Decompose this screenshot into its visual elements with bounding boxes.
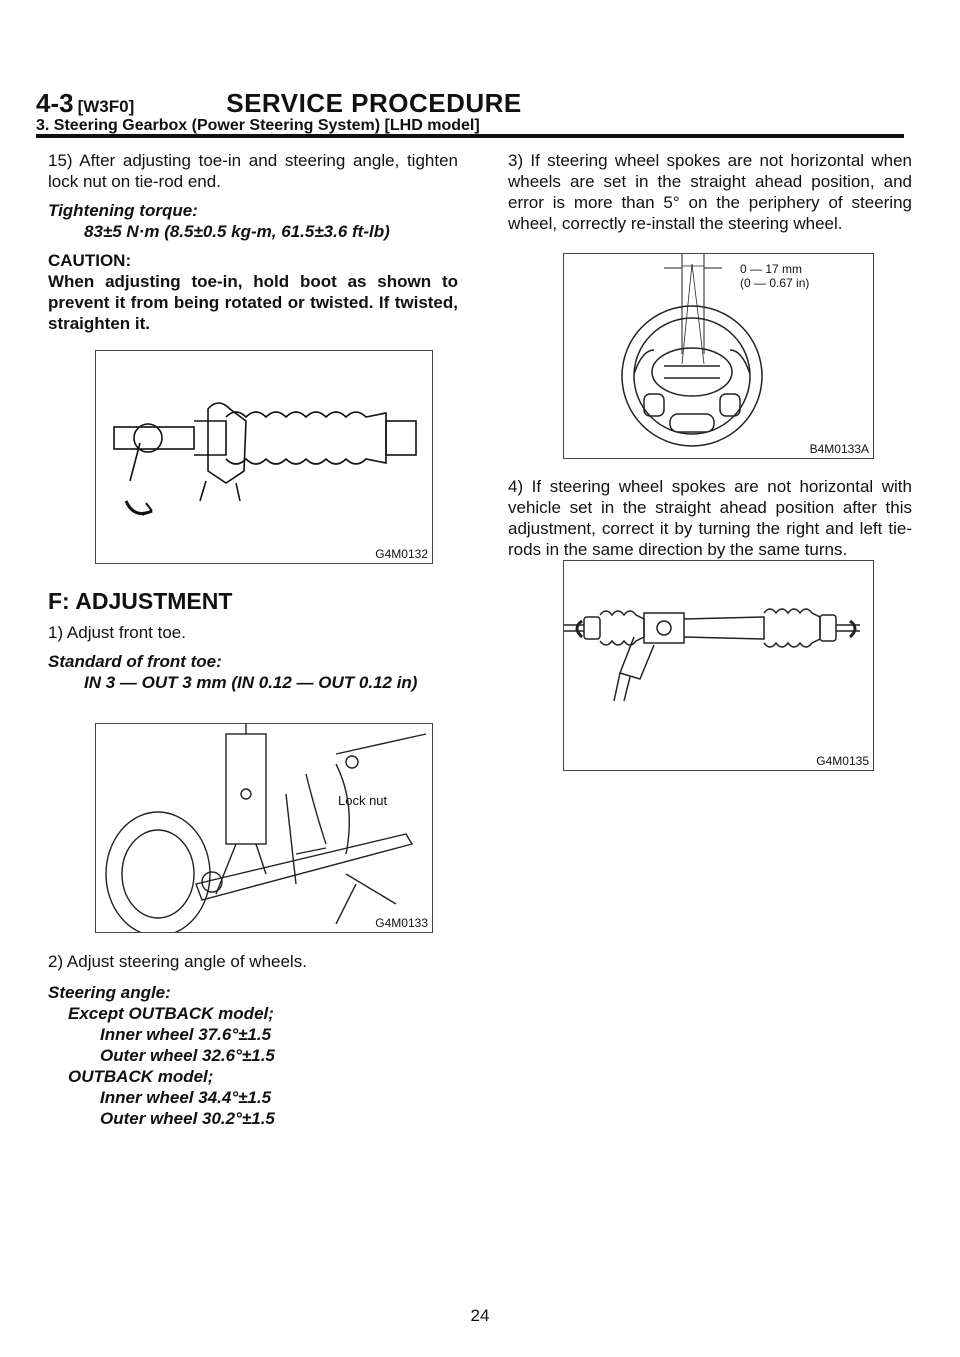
toe-label: Standard of front toe:: [48, 652, 222, 671]
caution-label: CAUTION:: [48, 251, 132, 270]
step-3-text: 3) If steering wheel spokes are not horizontal when wheels are set in the straight ahead position, and error is more than 5° on the periphery of steering wheel, correctly re-install the steering wheel.: [508, 151, 912, 233]
except-outer-wheel: Outer wheel 32.6°±1.5: [100, 1046, 275, 1065]
right-column-bottom: [508, 476, 912, 560]
header-rule: [36, 134, 904, 138]
outback-outer-wheel: Outer wheel 30.2°±1.5: [100, 1109, 275, 1128]
boot-hold-illustration: [96, 351, 432, 563]
outback-inner-wheel: Inner wheel 34.4°±1.5: [100, 1088, 272, 1107]
clearance-in-label: (0 — 0.67 in): [740, 276, 810, 290]
lock-nut-illustration: [96, 724, 432, 932]
toe-block: [48, 622, 458, 693]
step-2-text: 2) Adjust steering angle of wheels.: [48, 952, 307, 971]
outback-label: OUTBACK model;: [68, 1067, 214, 1086]
page-number: 24: [470, 1306, 490, 1325]
figure-boot-hold: [95, 350, 433, 564]
caution-text: When adjusting toe-in, hold boot as shown to prevent it from being rotated or twisted. If twisted, straighten it.: [48, 272, 458, 333]
page-header: [36, 88, 904, 135]
figure-steering-wheel: [563, 253, 874, 459]
lock-nut-label: Lock nut: [338, 793, 388, 808]
figure-lock-nut: [95, 723, 433, 933]
right-column-top: [508, 150, 912, 234]
page-subtitle: 3. Steering Gearbox (Power Steering System) [LHD model]: [36, 117, 480, 134]
step-1-text: 1) Adjust front toe.: [48, 623, 186, 642]
figure-tie-rods: [563, 560, 874, 771]
except-outback-label: Except OUTBACK model;: [68, 1004, 274, 1023]
section-code: [W3F0]: [77, 97, 135, 116]
clearance-mm-label: 0 — 17 mm: [740, 262, 803, 276]
steering-wheel-illustration: [564, 254, 873, 458]
figure-2-id: G4M0133: [375, 916, 428, 930]
figure-3-id: B4M0133A: [809, 442, 869, 456]
step-4-text: 4) If steering wheel spokes are not horizontal with vehicle set in the straight ahead position after this adjustment, correct it by turning the right and left tie-rods in the same direction by the same turns.: [508, 477, 912, 559]
steering-angle-block: [48, 951, 458, 1129]
figure-4-id: G4M0135: [816, 754, 869, 768]
page-title: SERVICE PROCEDURE: [226, 88, 522, 118]
section-heading-adjustment: F: ADJUSTMENT: [48, 588, 233, 614]
torque-value: 83±5 N·m (8.5±0.5 kg-m, 61.5±3.6 ft-lb): [84, 222, 390, 241]
except-inner-wheel: Inner wheel 37.6°±1.5: [100, 1025, 272, 1044]
section-number: 4-3: [36, 88, 74, 118]
step-15-text: 15) After adjusting toe-in and steering angle, tighten lock nut on tie-rod end.: [48, 151, 458, 191]
torque-label: Tightening torque:: [48, 201, 198, 220]
toe-value: IN 3 — OUT 3 mm (IN 0.12 — OUT 0.12 in): [84, 673, 418, 692]
tie-rods-illustration: [564, 561, 873, 770]
left-column: [48, 150, 458, 334]
steering-angle-label: Steering angle:: [48, 983, 171, 1002]
figure-1-id: G4M0132: [375, 547, 428, 561]
